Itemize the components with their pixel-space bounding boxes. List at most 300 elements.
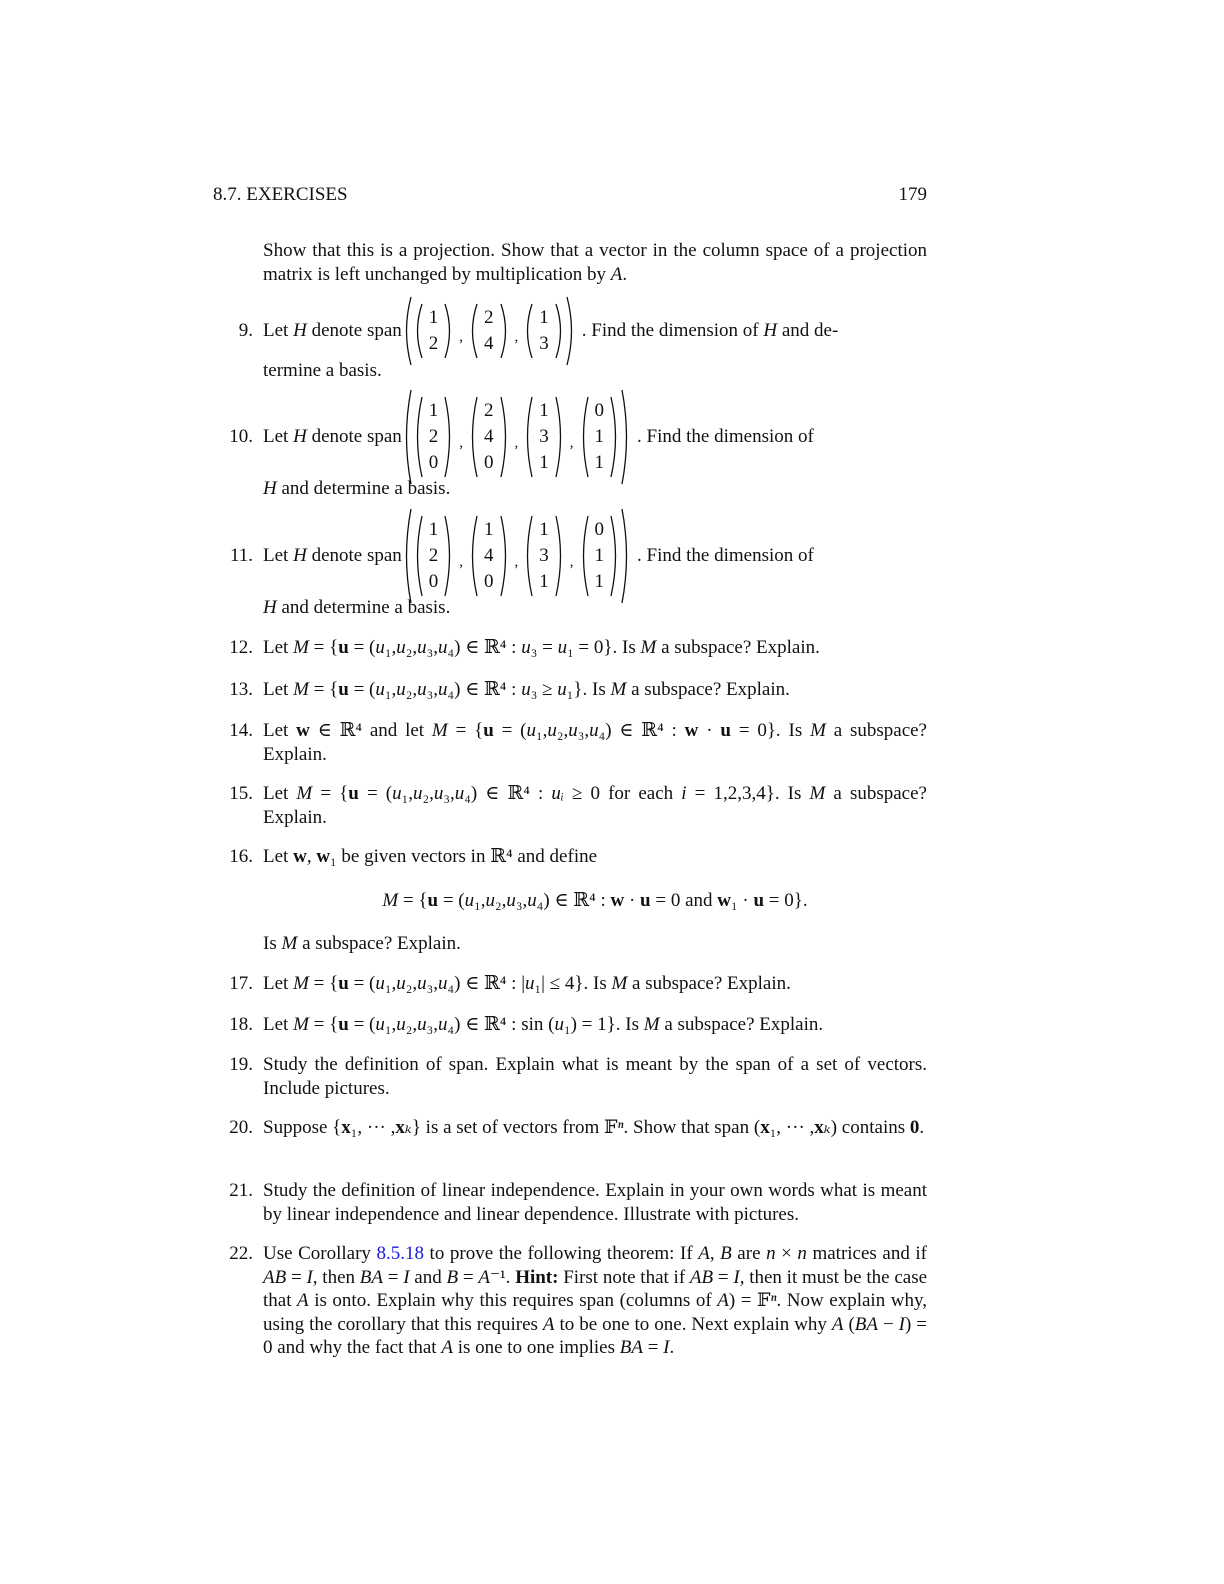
- text-run: ×: [775, 1243, 798, 1264]
- italic-symbol: u: [485, 890, 496, 911]
- right-paren-icon: [566, 296, 576, 366]
- column-vector: [413, 396, 455, 478]
- italic-symbol: u: [375, 637, 385, 658]
- text-run: Let: [263, 720, 297, 741]
- text-run: = 0 and: [650, 890, 718, 911]
- text-run: is one to one implies: [452, 1337, 620, 1358]
- text-run: to be one to one. Next explain why: [554, 1313, 832, 1335]
- italic-symbol: ₖ: [823, 1117, 831, 1138]
- comma-separator: ,: [514, 434, 519, 451]
- text-run: is onto. Explain why this requires span (columns of: [308, 1290, 718, 1311]
- italic-symbol: AB: [689, 1266, 714, 1288]
- italic-symbol: BA: [619, 1337, 643, 1358]
- italic-symbol: A: [831, 1313, 844, 1335]
- italic-symbol: M: [809, 783, 826, 804]
- bold-symbol: w: [296, 720, 310, 741]
- text-run: Let: [263, 1014, 294, 1035]
- bold-symbol: u: [483, 720, 494, 741]
- italic-symbol: A: [478, 1266, 490, 1288]
- right-paren-icon: [610, 396, 620, 478]
- bold-symbol: u: [338, 973, 349, 994]
- text-run: ₁, ··· ,: [769, 1117, 815, 1138]
- text-run: ∈ ℝ⁴ and let: [309, 720, 432, 741]
- text-run: ₃ ≥: [530, 679, 558, 700]
- italic-symbol: M: [810, 720, 826, 741]
- text-run: = (: [348, 973, 376, 994]
- vector-entry: 2: [428, 545, 439, 566]
- column-vector: [413, 303, 455, 359]
- comma-separator: ,: [569, 553, 574, 570]
- left-paren-icon: [468, 396, 478, 478]
- text-run: ₄) ∈ ℝ⁴ :: [464, 783, 552, 804]
- text-run: (: [843, 1313, 855, 1335]
- running-header-section: 8.7. EXERCISES: [213, 184, 348, 205]
- vector-entry: 2: [484, 400, 494, 421]
- bold-symbol: x: [395, 1117, 405, 1138]
- text-run: ₁ ·: [731, 890, 754, 911]
- exercise-number: 19.: [229, 1054, 253, 1075]
- italic-symbol: H: [263, 478, 277, 499]
- text-run: matrices and if: [806, 1243, 927, 1264]
- text-run: = 0}.: [764, 890, 808, 911]
- bold-symbol: u: [338, 637, 349, 658]
- comma-separator: ,: [514, 553, 519, 570]
- italic-symbol: AB: [263, 1266, 287, 1288]
- text-run: ₁| ≤ 4}. Is: [534, 973, 612, 994]
- text-run: = {: [447, 720, 484, 741]
- text-run: and: [409, 1266, 447, 1288]
- text-run: = (: [438, 890, 465, 911]
- italic-symbol: u: [375, 1014, 385, 1035]
- text-run: =: [286, 1266, 307, 1288]
- text-run: and determine a basis.: [276, 597, 451, 618]
- text-run: ₁,: [384, 679, 397, 700]
- exercise-16: [263, 845, 927, 869]
- comma-separator: ,: [514, 328, 519, 345]
- vector-entry: 1: [539, 571, 549, 592]
- text-run: ⁻¹.: [489, 1266, 516, 1288]
- text-run: a subspace? Explain.: [659, 1014, 824, 1035]
- exercise-18: [263, 1013, 927, 1037]
- bold-symbol: x: [814, 1117, 824, 1138]
- vector-entry: 3: [539, 545, 549, 566]
- left-paren-icon: [579, 515, 589, 597]
- italic-symbol: u: [396, 973, 406, 994]
- vector-entry: 0: [428, 452, 439, 473]
- italic-symbol: BA: [854, 1313, 879, 1335]
- italic-symbol: I: [733, 1266, 740, 1288]
- italic-symbol: A: [542, 1313, 555, 1335]
- italic-symbol: i: [681, 783, 687, 804]
- vector-entry: 1: [484, 519, 494, 540]
- italic-symbol: M: [640, 637, 657, 658]
- right-paren-icon: [444, 396, 454, 478]
- italic-symbol: A: [441, 1337, 453, 1358]
- left-paren-icon: [468, 303, 478, 359]
- text-run: a subspace? Explain.: [297, 933, 461, 954]
- italic-symbol: u: [375, 973, 385, 994]
- text-run: ₁,: [401, 783, 413, 804]
- vector-entry: 0: [594, 519, 605, 540]
- comma-separator: ,: [459, 328, 464, 345]
- text-run: . Show that span (: [623, 1117, 761, 1138]
- text-run: = {: [308, 1014, 339, 1035]
- italic-symbol: u: [521, 679, 531, 700]
- exercise-number: 21.: [229, 1180, 253, 1201]
- italic-symbol: M: [281, 933, 298, 954]
- exercise-number: 12.: [229, 637, 253, 658]
- bold-symbol: w: [717, 890, 732, 911]
- text-run: First note that if: [558, 1266, 690, 1288]
- exercise-continuation: [263, 932, 927, 956]
- italic-symbol: I: [403, 1266, 410, 1288]
- right-paren-icon: [500, 303, 510, 359]
- bold-symbol: u: [720, 720, 731, 741]
- text-run: ₁,: [384, 973, 397, 994]
- text-run: =: [382, 1266, 404, 1288]
- span-expression: [263, 295, 927, 367]
- exercise-number: 10.: [229, 426, 253, 447]
- text-run: denote span: [306, 545, 402, 566]
- text-run: Let: [263, 973, 294, 994]
- bold-symbol: Hint:: [515, 1266, 559, 1288]
- text-run: . Find the dimension of: [581, 320, 764, 341]
- comma-separator: ,: [569, 434, 574, 451]
- italic-symbol: ⁿ: [617, 1117, 624, 1138]
- comma-separator: ,: [459, 553, 464, 570]
- text-run: .: [919, 1117, 925, 1138]
- exercise-number: 13.: [229, 679, 253, 700]
- text-run: ₂,: [405, 1014, 418, 1035]
- exercise-number: 20.: [229, 1117, 253, 1138]
- text-run: ₂,: [405, 679, 418, 700]
- vector-entry: 2: [428, 426, 439, 447]
- text-run: ₄) ∈ ℝ⁴ :: [447, 679, 522, 700]
- text-run: ₁,: [384, 637, 397, 658]
- italic-symbol: M: [296, 783, 313, 804]
- italic-symbol: M: [293, 679, 309, 700]
- vector-entry: 1: [594, 426, 605, 447]
- right-paren-icon: [444, 515, 454, 597]
- vector-entry: 1: [594, 571, 605, 592]
- text-run: , then: [312, 1266, 360, 1288]
- italic-symbol: u: [526, 720, 537, 741]
- exercise-number: 15.: [229, 783, 253, 804]
- text-run: Let: [263, 846, 294, 867]
- italic-symbol: I: [898, 1313, 905, 1335]
- text-run: a subspace? Explain.: [263, 720, 927, 765]
- text-run: a subspace? Explain.: [656, 637, 820, 658]
- italic-symbol: u: [464, 890, 475, 911]
- cross-reference-link[interactable]: 8.5.18: [376, 1243, 424, 1264]
- italic-symbol: u: [547, 720, 557, 741]
- text-run: Let: [263, 637, 294, 658]
- italic-symbol: M: [643, 1014, 660, 1035]
- exercise-21: [263, 1179, 927, 1227]
- italic-symbol: A: [717, 1290, 729, 1311]
- text-run: = {: [308, 637, 339, 658]
- vector-entry: 0: [484, 452, 494, 473]
- italic-symbol: ₖ: [404, 1117, 412, 1138]
- bold-symbol: w: [293, 846, 307, 867]
- text-run: . Find the dimension of: [637, 545, 814, 566]
- italic-symbol: u: [527, 890, 537, 911]
- text-run: ) = 𝔽: [728, 1290, 771, 1311]
- italic-symbol: u: [375, 679, 385, 700]
- text-run: .: [622, 264, 628, 285]
- comma-separator: ,: [459, 434, 464, 451]
- text-run: a subspace? Explain.: [627, 973, 791, 994]
- italic-symbol: M: [293, 973, 309, 994]
- text-run: ₃,: [577, 720, 590, 741]
- text-run: ,: [306, 846, 317, 867]
- column-vector: [523, 515, 565, 597]
- text-run: Use Corollary: [263, 1243, 377, 1264]
- italic-symbol: uᵢ: [551, 783, 564, 804]
- text-run: } is a set of vectors from 𝔽: [411, 1117, 618, 1138]
- column-vector: [468, 303, 510, 359]
- exercise-14: [263, 719, 927, 767]
- vector-entry: 2: [428, 333, 439, 354]
- italic-symbol: H: [293, 545, 307, 566]
- column-vector: [523, 396, 565, 478]
- right-paren-icon: [621, 508, 631, 604]
- text-run: a subspace? Explain.: [263, 783, 927, 828]
- italic-symbol: M: [293, 1014, 309, 1035]
- left-paren-icon: [468, 515, 478, 597]
- bold-symbol: u: [427, 890, 439, 911]
- text-run: ≥ 0 for each: [563, 783, 682, 804]
- text-run: a subspace? Explain.: [626, 679, 790, 700]
- text-run: ) = 0 and why the fact that: [263, 1313, 928, 1358]
- exercise-number: 22.: [229, 1243, 253, 1264]
- italic-symbol: u: [417, 1014, 427, 1035]
- exercise-number: 16.: [229, 846, 253, 867]
- left-paren-icon: [413, 396, 423, 478]
- bold-symbol: u: [753, 890, 765, 911]
- italic-symbol: n: [797, 1243, 807, 1264]
- italic-symbol: u: [525, 973, 535, 994]
- vector-entry: 1: [428, 519, 439, 540]
- text-run: = (: [348, 637, 376, 658]
- text-run: ,: [709, 1243, 721, 1264]
- left-paren-icon: [523, 303, 533, 359]
- exercise-continuation: [263, 477, 927, 501]
- exercise-continuation: [263, 596, 927, 620]
- left-paren-icon: [523, 515, 533, 597]
- text-run: = 0}. Is: [730, 720, 811, 741]
- italic-symbol: u: [454, 783, 465, 804]
- text-run: =: [642, 1337, 664, 1358]
- italic-symbol: u: [506, 890, 516, 911]
- italic-symbol: u: [417, 637, 427, 658]
- text-run: = (: [493, 720, 527, 741]
- exercise-12: [263, 636, 927, 660]
- italic-symbol: u: [396, 637, 406, 658]
- italic-symbol: A: [698, 1243, 710, 1264]
- column-vector: [579, 515, 621, 597]
- italic-symbol: u: [554, 1014, 564, 1035]
- bold-symbol: u: [338, 1014, 349, 1035]
- text-run: Suppose {: [263, 1117, 342, 1138]
- exercise-number: 9.: [238, 320, 253, 341]
- right-paren-icon: [621, 389, 631, 485]
- italic-symbol: M: [382, 890, 399, 911]
- text-run: ·: [698, 720, 721, 741]
- italic-symbol: u: [438, 679, 448, 700]
- text-run: ₃ =: [530, 637, 558, 658]
- text-run: ₁}. Is: [566, 679, 611, 700]
- vector-entry: 1: [428, 307, 439, 328]
- italic-symbol: u: [521, 637, 531, 658]
- exercise-number: 17.: [229, 973, 253, 994]
- italic-symbol: u: [417, 679, 427, 700]
- text-run: ₃,: [426, 1014, 438, 1035]
- text-run: ₃,: [426, 637, 438, 658]
- vector-entry: 3: [539, 333, 549, 354]
- text-run: ₁ = 0}. Is: [567, 637, 641, 658]
- text-run: denote span: [306, 426, 402, 447]
- italic-symbol: M: [431, 720, 448, 741]
- text-run: Let: [263, 320, 294, 341]
- text-run: and de-: [777, 320, 839, 341]
- left-paren-icon: [413, 303, 423, 359]
- exercise-20: [263, 1116, 927, 1140]
- text-run: Is: [263, 933, 282, 954]
- text-run: ₃,: [515, 890, 528, 911]
- italic-symbol: u: [433, 783, 444, 804]
- text-run: Let: [263, 783, 297, 804]
- italic-symbol: B: [446, 1266, 459, 1288]
- text-run: ₄) ∈ ℝ⁴ : |: [447, 973, 526, 994]
- italic-symbol: u: [557, 679, 567, 700]
- text-run: =: [713, 1266, 734, 1288]
- text-run: = (: [348, 1014, 376, 1035]
- text-run: ₄) ∈ ℝ⁴ :: [447, 637, 522, 658]
- vector-entry: 4: [484, 545, 494, 566]
- text-run: Let: [263, 545, 294, 566]
- text-run: . Now explain why, using the corollary that this requires: [263, 1290, 927, 1335]
- text-run: ) contains: [830, 1117, 910, 1138]
- exercise-number: 18.: [229, 1014, 253, 1035]
- text-run: denote span: [306, 320, 402, 341]
- italic-symbol: A: [610, 264, 623, 285]
- text-run: =: [458, 1266, 479, 1288]
- text-run: . Find the dimension of: [637, 426, 814, 447]
- italic-symbol: ⁿ: [770, 1290, 777, 1311]
- text-run: ₁ be given vectors in ℝ⁴ and define: [330, 846, 598, 867]
- left-paren-icon: [579, 396, 589, 478]
- vector-entry: 1: [539, 452, 549, 473]
- text-run: = (: [348, 679, 376, 700]
- exercise-number: 11.: [229, 545, 253, 566]
- bold-symbol: u: [348, 783, 359, 804]
- exercise-number: 14.: [229, 720, 253, 741]
- italic-symbol: u: [396, 1014, 406, 1035]
- text-run: are: [731, 1243, 767, 1264]
- vector-entry: 4: [484, 426, 494, 447]
- text-run: ·: [624, 890, 641, 911]
- text-run: ₂,: [405, 973, 418, 994]
- italic-symbol: u: [438, 1014, 448, 1035]
- text-run: = {: [398, 890, 428, 911]
- text-run: Show that this is a projection. Show that a vector in the column space of a projection matrix is left unchanged by multiplication by: [263, 240, 927, 285]
- italic-symbol: n: [766, 1243, 776, 1264]
- italic-symbol: u: [438, 973, 448, 994]
- text-run: Study the definition of span. Explain what is meant by the span of a set of vectors. Include pictures.: [263, 1054, 927, 1099]
- italic-symbol: H: [293, 426, 307, 447]
- column-vector: [579, 396, 621, 478]
- page-number: 179: [898, 184, 927, 205]
- exercise-22: [263, 1242, 927, 1360]
- vector-entry: 1: [539, 400, 549, 421]
- left-paren-icon: [402, 389, 412, 485]
- italic-symbol: u: [392, 783, 402, 804]
- vector-entry: 1: [594, 545, 605, 566]
- exercise-8-continuation: [263, 239, 927, 287]
- text-run: = {: [308, 973, 339, 994]
- italic-symbol: I: [663, 1337, 670, 1358]
- text-run: −: [878, 1313, 899, 1335]
- vector-entry: 4: [484, 333, 494, 354]
- text-run: = 1,2,3,4}. Is: [686, 783, 810, 804]
- left-paren-icon: [402, 296, 412, 366]
- vector-entry: 1: [539, 519, 549, 540]
- bold-symbol: x: [760, 1117, 770, 1138]
- bold-symbol: 0: [909, 1117, 920, 1138]
- text-run: .: [669, 1337, 675, 1358]
- vector-entry: 0: [428, 571, 439, 592]
- italic-symbol: H: [763, 320, 778, 341]
- text-run: to prove the following theorem: If: [423, 1243, 699, 1264]
- vector-entry: 1: [428, 400, 439, 421]
- text-run: Let: [263, 679, 294, 700]
- right-paren-icon: [500, 396, 510, 478]
- italic-symbol: u: [568, 720, 578, 741]
- italic-symbol: H: [293, 320, 307, 341]
- right-paren-icon: [500, 515, 510, 597]
- text-run: ₁,: [384, 1014, 397, 1035]
- bold-symbol: w: [610, 890, 625, 911]
- left-paren-icon: [523, 396, 533, 478]
- span-expression: [263, 388, 927, 486]
- text-run: = {: [312, 783, 349, 804]
- text-run: = (: [358, 783, 393, 804]
- exercise-13: [263, 678, 927, 702]
- left-paren-icon: [413, 515, 423, 597]
- right-paren-icon: [555, 396, 565, 478]
- bold-symbol: x: [341, 1117, 351, 1138]
- italic-symbol: u: [417, 973, 427, 994]
- vector-entry: 0: [484, 571, 494, 592]
- left-paren-icon: [402, 508, 412, 604]
- text-run: ₁,: [474, 890, 486, 911]
- text-run: ₂,: [405, 637, 418, 658]
- text-run: ₁,: [536, 720, 548, 741]
- italic-symbol: u: [589, 720, 599, 741]
- italic-symbol: I: [306, 1266, 313, 1288]
- column-vector: [468, 515, 510, 597]
- exercise-17: [263, 972, 927, 996]
- column-vector: [413, 515, 455, 597]
- text-run: ₄) ∈ ℝ⁴ :: [598, 720, 685, 741]
- italic-symbol: A: [297, 1290, 309, 1311]
- right-paren-icon: [555, 515, 565, 597]
- italic-symbol: u: [413, 783, 423, 804]
- text-run: ₂,: [495, 890, 507, 911]
- vector-entry: 2: [484, 307, 494, 328]
- text-run: Let: [263, 426, 294, 447]
